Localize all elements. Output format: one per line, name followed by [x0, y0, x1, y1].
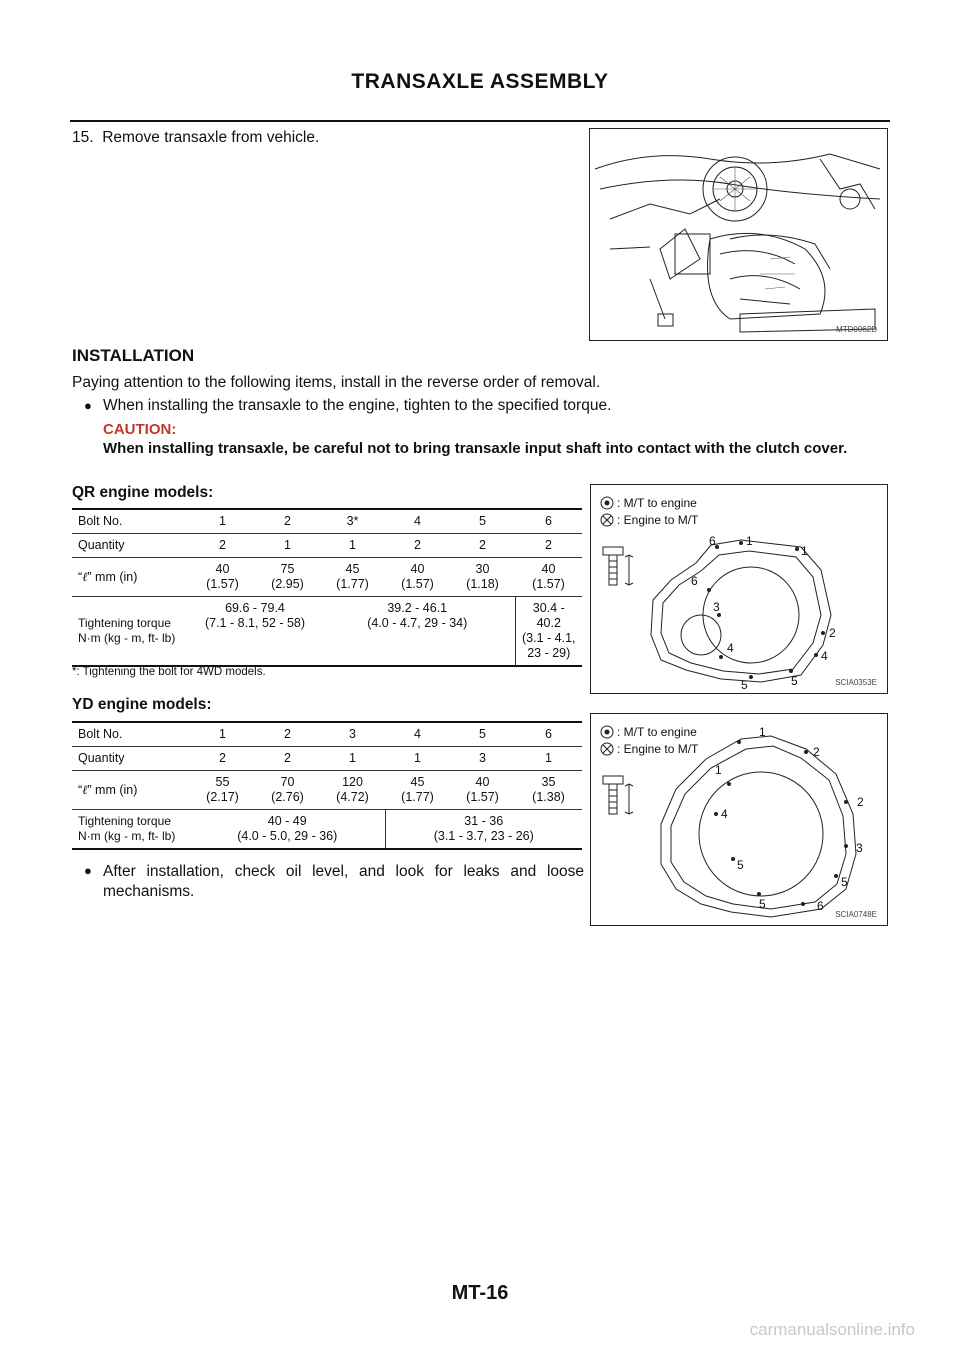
table-cell: [320, 597, 515, 667]
table-cell: 6: [515, 722, 582, 747]
yd-bolt-figure: [590, 713, 888, 926]
table-cell: 2: [255, 747, 320, 771]
caution-label: CAUTION:: [103, 421, 177, 438]
torque-label: [72, 597, 190, 667]
legend-mt-to-engine: : M/T to engine: [617, 725, 697, 739]
table-cell: [190, 810, 385, 850]
table-cell: 5: [450, 509, 515, 534]
torque-value: 40 - 49: [267, 814, 307, 828]
torque-value: 69.6 - 79.4: [225, 601, 285, 615]
torque-label-line2: N·m (kg - m, ft- lb): [78, 631, 176, 645]
bolt-no-label: Bolt No.: [72, 722, 190, 747]
table-cell: 2: [385, 534, 450, 558]
header-rule: [70, 120, 890, 122]
length-unit: ” mm (in): [87, 570, 138, 584]
torque-value-alt: (4.0 - 5.0, 29 - 36): [237, 829, 338, 843]
table-cell: 1: [255, 534, 320, 558]
torque-value: 30.4 - 40.2: [532, 601, 565, 630]
table-cell: 3: [450, 747, 515, 771]
length-in: (1.57): [466, 790, 499, 804]
torque-value-alt: (7.1 - 8.1, 52 - 58): [204, 616, 306, 630]
table-row: [72, 597, 582, 667]
page-title: TRANSAXLE ASSEMBLY: [351, 70, 609, 93]
length-mm: 40: [541, 562, 556, 576]
qr-footnote: *: Tightening the bolt for 4WD models.: [72, 666, 266, 678]
bullet-dot: ●: [84, 398, 92, 413]
torque-value-alt: (4.0 - 4.7, 29 - 34): [367, 616, 468, 630]
bolt-number: 2: [813, 745, 820, 759]
installation-intro: Paying attention to the following items, install in the reverse order of removal.: [72, 374, 601, 391]
table-cell: 6: [515, 509, 582, 534]
length-in: (4.72): [336, 790, 369, 804]
quantity-label: Quantity: [72, 534, 190, 558]
length-symbol-icon: ℓ: [82, 782, 88, 797]
bolt-number: 5: [759, 897, 766, 911]
table-cell: 2: [450, 534, 515, 558]
quantity-label: Quantity: [72, 747, 190, 771]
step-15: [72, 129, 319, 147]
step-text: Remove transaxle from vehicle.: [102, 129, 320, 146]
table-cell: [515, 558, 582, 597]
length-mm: 35: [541, 775, 556, 789]
table-cell: 3: [320, 722, 385, 747]
qr-bellhousing-diagram: [591, 485, 887, 693]
table-cell: [515, 597, 582, 667]
length-mm: 120: [342, 775, 363, 789]
bolt-number: 2: [857, 795, 864, 809]
table-cell: 1: [190, 722, 255, 747]
length-label: [72, 771, 190, 810]
table-row: [72, 722, 582, 747]
length-mm: 75: [280, 562, 295, 576]
table-cell: 1: [320, 747, 385, 771]
torque-label-line1: Tightening torque: [78, 616, 171, 630]
qr-torque-table: [72, 508, 582, 667]
bolt-no-label: Bolt No.: [72, 509, 190, 534]
installation-heading: INSTALLATION: [72, 346, 195, 365]
table-row: [72, 509, 582, 534]
table-cell: [320, 558, 385, 597]
length-in: (1.77): [336, 577, 369, 591]
length-in: (2.17): [206, 790, 239, 804]
figure-code: MTD0062D: [836, 325, 877, 334]
caution-text: When installing transaxle, be careful not to bring transaxle input shaft into contact with the clutch cover.: [103, 440, 848, 457]
bolt-number: 5: [737, 858, 744, 872]
table-cell: [450, 558, 515, 597]
transaxle-removal-figure: [589, 128, 888, 341]
bolt-number: 1: [746, 534, 753, 548]
legend-mt-to-engine: : M/T to engine: [617, 496, 697, 510]
length-in: (1.38): [532, 790, 565, 804]
length-mm: 40: [410, 562, 425, 576]
bolt-number: 2: [829, 626, 836, 640]
torque-value-alt: (3.1 - 4.1,: [522, 631, 576, 645]
length-in: (1.18): [466, 577, 499, 591]
table-cell: 1: [515, 747, 582, 771]
bullet-dot: ●: [84, 863, 92, 878]
table-row: [72, 534, 582, 558]
bolt-number: 1: [759, 725, 766, 739]
length-unit: ” mm (in): [87, 783, 138, 797]
torque-label-line1: Tightening torque: [78, 814, 171, 828]
table-cell: [190, 597, 320, 667]
table-cell: 3*: [320, 509, 385, 534]
qr-bolt-figure: [590, 484, 888, 694]
bolt-number: 4: [821, 649, 828, 663]
length-mm: 55: [215, 775, 230, 789]
length-mm: 45: [345, 562, 360, 576]
table-cell: [255, 558, 320, 597]
length-in: (1.57): [532, 577, 565, 591]
table-row: [72, 810, 582, 850]
bullet-text: When installing the transaxle to the engine, tighten to the specified torque.: [103, 397, 612, 414]
bolt-number: 6: [709, 534, 716, 548]
length-symbol-icon: ℓ: [82, 569, 88, 584]
bolt-number: 5: [841, 875, 848, 889]
bolt-number: 3: [713, 600, 720, 614]
figure-code: SCIA0353E: [835, 678, 877, 687]
qr-heading: QR engine models:: [72, 484, 214, 501]
length-in: (1.57): [401, 577, 434, 591]
table-cell: [515, 771, 582, 810]
table-cell: 2: [515, 534, 582, 558]
length-in: (2.95): [271, 577, 304, 591]
table-cell: 5: [450, 722, 515, 747]
length-mm: 30: [475, 562, 490, 576]
legend-engine-to-mt: : Engine to M/T: [617, 742, 699, 756]
torque-value: 31 - 36: [464, 814, 504, 828]
quote-open: “: [78, 783, 83, 797]
length-in: (1.77): [401, 790, 434, 804]
bolt-number: 6: [691, 574, 698, 588]
table-row: [72, 771, 582, 810]
torque-value-alt2: 23 - 29): [527, 646, 571, 660]
yd-torque-table: [72, 721, 582, 850]
table-cell: 1: [385, 747, 450, 771]
bolt-number: 6: [817, 899, 824, 913]
table-cell: [190, 771, 255, 810]
watermark: carmanualsonline.info: [749, 1320, 915, 1339]
step-number: 15.: [72, 129, 94, 146]
length-mm: 45: [410, 775, 425, 789]
table-cell: 2: [255, 509, 320, 534]
table-cell: 2: [255, 722, 320, 747]
after-install-text: After installation, check oil level, and look for leaks and loose mechanisms.: [103, 863, 584, 900]
bullet-torque: [84, 397, 884, 415]
torque-label: [72, 810, 190, 850]
table-cell: 1: [320, 534, 385, 558]
bolt-number: 1: [801, 544, 808, 558]
length-mm: 40: [215, 562, 230, 576]
length-in: (2.76): [271, 790, 304, 804]
bolt-number: 4: [727, 641, 734, 655]
torque-value: 39.2 - 46.1: [387, 601, 448, 615]
table-cell: [385, 558, 450, 597]
table-cell: 4: [385, 722, 450, 747]
torque-value-alt: (3.1 - 3.7, 23 - 26): [433, 829, 534, 843]
table-cell: [450, 771, 515, 810]
bolt-number: 4: [721, 807, 728, 821]
table-cell: 1: [190, 509, 255, 534]
page-number: MT-16: [451, 1282, 509, 1304]
torque-label-line2: N·m (kg - m, ft- lb): [78, 829, 176, 843]
table-cell: 4: [385, 509, 450, 534]
table-cell: 2: [190, 747, 255, 771]
table-cell: [385, 771, 450, 810]
length-in: (1.57): [206, 577, 239, 591]
bolt-number: 5: [741, 678, 748, 692]
transaxle-illustration: [590, 129, 887, 340]
figure-code: SCIA0748E: [835, 910, 877, 919]
yd-bellhousing-diagram: [591, 714, 887, 925]
yd-heading: YD engine models:: [72, 696, 212, 713]
bullet-after-install: [84, 862, 584, 902]
length-mm: 70: [280, 775, 295, 789]
quote-open: “: [78, 570, 83, 584]
length-label: [72, 558, 190, 597]
length-mm: 40: [475, 775, 490, 789]
table-cell: [255, 771, 320, 810]
table-cell: 2: [190, 534, 255, 558]
legend-engine-to-mt: : Engine to M/T: [617, 513, 699, 527]
table-cell: [385, 810, 582, 850]
bolt-number: 3: [856, 841, 863, 855]
bolt-number: 1: [715, 763, 722, 777]
table-cell: [190, 558, 255, 597]
table-cell: [320, 771, 385, 810]
bolt-number: 5: [791, 674, 798, 688]
table-row: [72, 558, 582, 597]
table-row: [72, 747, 582, 771]
